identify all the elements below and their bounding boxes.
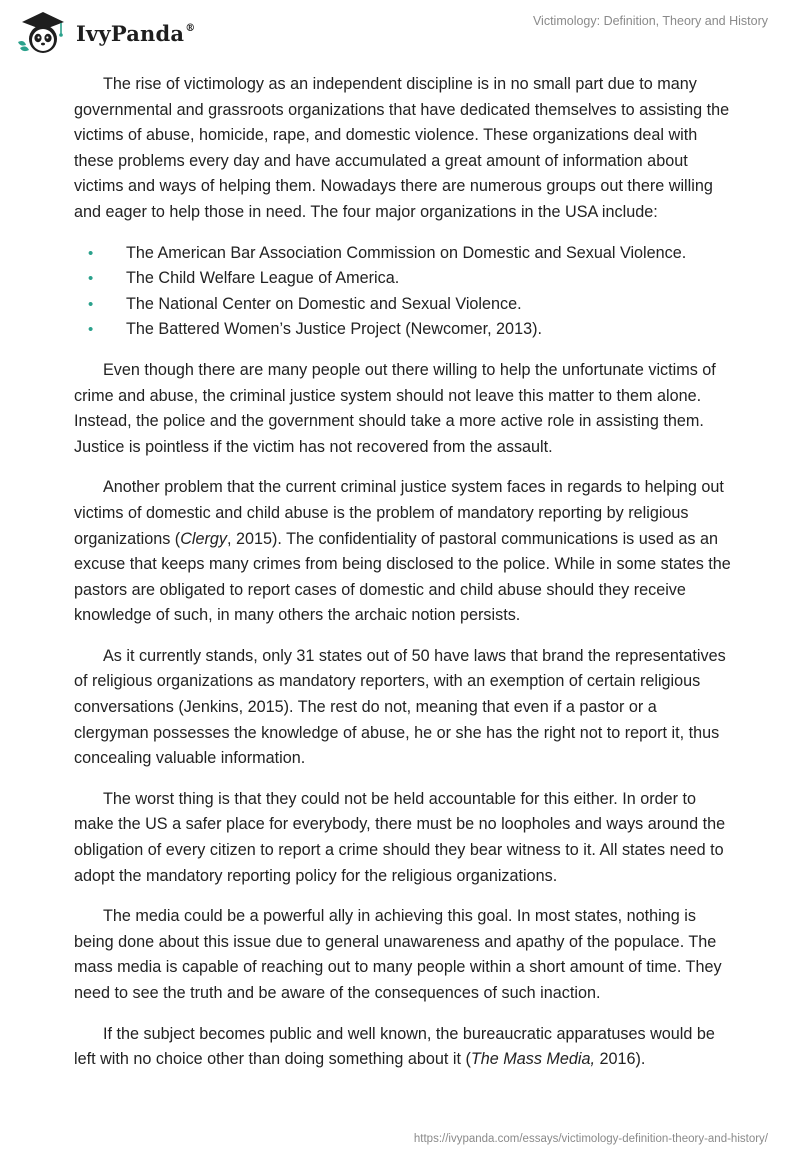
brand-logo[interactable] [14,8,224,58]
brand-name: IvyPanda® [76,20,196,46]
source-url[interactable]: https://ivypanda.com/essays/victimology-definition-theory-and-history/ [413,1133,768,1145]
bullet-icon: • [88,270,94,288]
organizations-list [74,241,734,343]
page-header [0,0,800,64]
citation-mass-media: The Mass Media, [470,1050,595,1069]
paragraph-intro: The rise of victimology as an independent discipline is in no small part due to many governmental and grassroots organizations that have dedicated themselves to assisting the victims of abuse, homicide, rape, and domestic violence. These organizations deal with these problems every day and have accumulated a great amount of information about victims and ways of helping them. Nowadays there are numerous groups out there willing and eager to help those in need. The four major organizations in the USA include: [74,75,730,221]
bullet-icon: • [88,295,94,313]
paragraph-mandatory-reporting: Another problem that the current criminal justice system faces in regards to helping out victims of domestic and child abuse is the problem of mandatory reporting by religious organizations (Clergy, 2015). The confidentiality of pastoral communications is used as an excuse that keeps many crimes from being disclosed to the police. While in some states the pastors are obligated to report cases of domestic and child abuse should they receive knowledge of such, in many others the archaic notion persists. [74,478,731,625]
list-item: • The National Center on Domestic and Sexual Violence. [74,292,734,318]
citation-clergy: Clergy [180,529,227,548]
paragraph-states: As it currently stands, only 31 states out of 50 have laws that brand the representatives of religious organizations as mandatory reporters, with an exemption of certain religious conversations (Jenkins, 2015). The rest do not, meaning that even if a pastor or a clergyman possesses the knowledge of abuse, he or she has the right not to report it, thus concealing valuable information. [74,646,726,768]
paragraph-accountability: The worst thing is that they could not be held accountable for this either. In order to make the US a safer place for everybody, there must be no loopholes and ways around the obligation of every citizen to report a crime should they bear witness to it. All states need to adopt the mandatory reporting policy for the religious organizations. [74,789,726,885]
paragraph-justice: Even though there are many people out there willing to help the unfortunate victims of crime and abuse, the criminal justice system should not leave this matter to them alone. Instead, the police and the government should take a more active role in assisting them. Justice is pointless if the victim has not recovered from the assault. [74,360,716,456]
paragraph-media: The media could be a powerful ally in achieving this goal. In most states, nothing is being done about this issue due to general unawareness and apathy of the populace. The mass media is capable of reaching out to many people within a short amount of time. They need to see the truth and be aware of the consequences of such inaction. [74,907,722,1002]
list-item: • The American Bar Association Commission on Domestic and Sexual Violence. [74,241,734,267]
list-item: • The Battered Women’s Justice Project (Newcomer, 2013). [74,317,734,343]
paragraph-conclusion: If the subject becomes public and well known, the bureaucratic apparatuses would be left with no choice other than doing something about it (The Mass Media, 2016). [74,1024,715,1069]
document-title: Victimology: Definition, Theory and History [532,14,768,28]
bullet-icon: • [88,244,94,262]
panda-graduate-icon [14,8,72,58]
essay-body [74,72,734,1088]
list-item: • The Child Welfare League of America. [74,266,734,292]
bullet-icon: • [88,321,94,339]
